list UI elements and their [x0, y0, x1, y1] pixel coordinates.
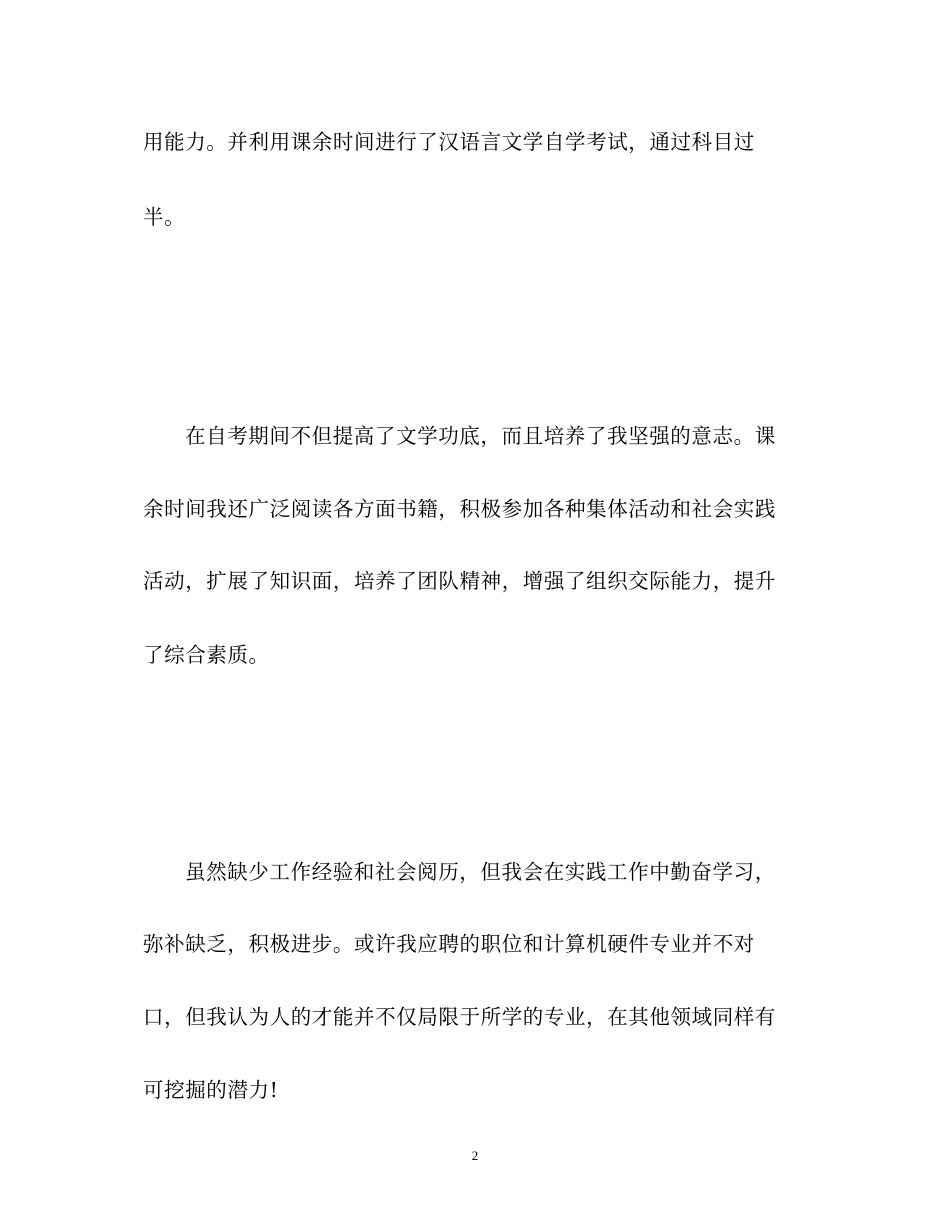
page-number: 2	[471, 1148, 479, 1163]
paragraph-2-line-3: 活动，扩展了知识面，培养了团队精神，增强了组织交际能力，提升	[143, 569, 776, 593]
paragraph-1-line-1: 用能力。并利用课余时间进行了汉语言文学自学考试，通过科目过	[143, 130, 755, 154]
paragraph-1-line-2: 半。	[143, 205, 186, 229]
paragraph-3-line-4: 可挖掘的潜力!	[143, 1078, 279, 1102]
paragraph-2-line-1: 在自考期间不但提高了文学功底，而且培养了我坚强的意志。课	[185, 424, 776, 448]
paragraph-3-line-1: 虽然缺少工作经验和社会阅历，但我会在实践工作中勤奋学习，	[185, 860, 776, 884]
paragraph-3-line-3: 口，但我认为人的才能并不仅局限于所学的专业，在其他领域同样有	[143, 1005, 776, 1029]
paragraph-2-line-2: 余时间我还广泛阅读各方面书籍，积极参加各种集体活动和社会实践	[143, 497, 776, 521]
paragraph-3-line-2: 弥补缺乏，积极进步。或许我应聘的职位和计算机硬件专业并不对	[143, 932, 755, 956]
paragraph-2-line-4: 了综合素质。	[143, 643, 270, 667]
